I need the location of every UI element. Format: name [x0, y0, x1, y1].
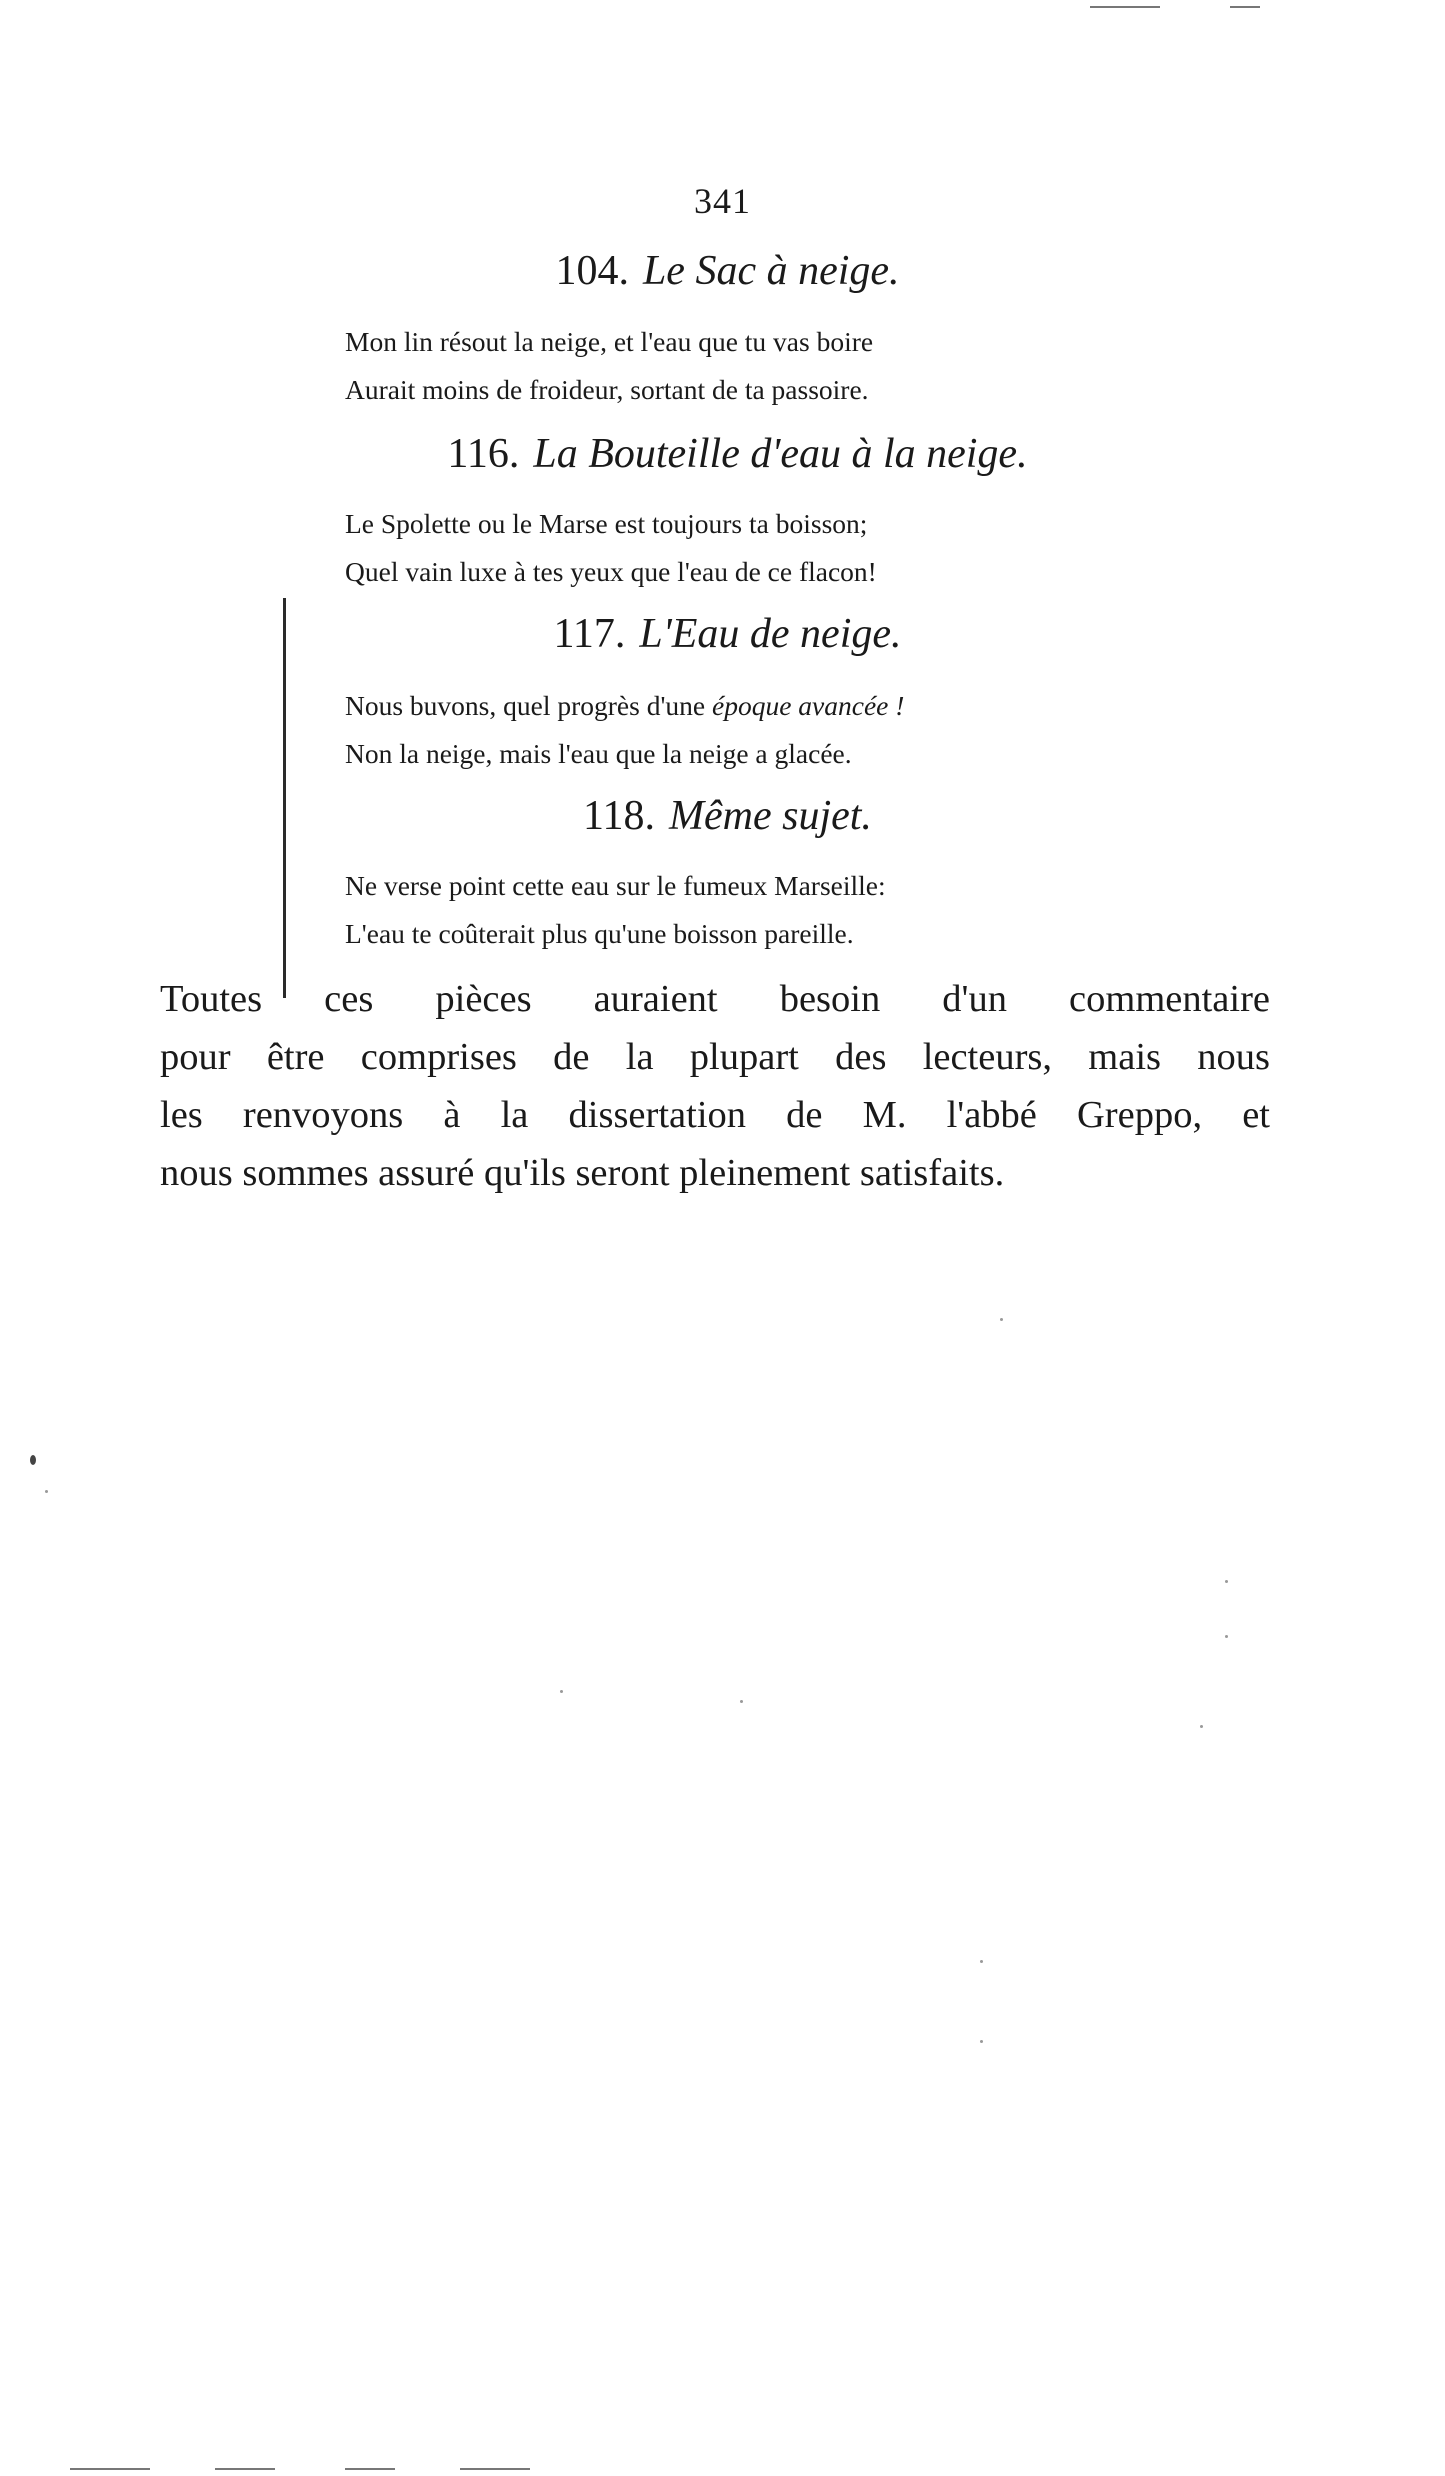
prose-line: pour être comprises de la plupart des lecteurs, mais nous [160, 1036, 1270, 1078]
scan-speck [1225, 1635, 1228, 1638]
page-number: 341 [694, 181, 751, 221]
prose-line: nous sommes assuré qu'ils seront pleinement satisfaits. [160, 1152, 1005, 1194]
verse-line: Quel vain luxe à tes yeux que l'eau de ce flacon! [345, 556, 877, 587]
prose-paragraph [160, 970, 1270, 1202]
scan-edge-mark [1090, 6, 1160, 8]
section-heading [0, 428, 1445, 480]
section-number: 104. [555, 248, 629, 294]
verse-line: Non la neige, mais l'eau que la neige a glacée. [345, 738, 852, 769]
section-number: 116. [447, 431, 520, 477]
section-heading [0, 608, 1445, 660]
section-title: Même sujet. [669, 793, 872, 839]
scan-speck [1225, 1580, 1228, 1583]
scan-speck [1000, 1318, 1003, 1321]
scan-speck [1200, 1725, 1203, 1728]
scan-speck [980, 2040, 983, 2043]
margin-bracket-line [283, 598, 286, 998]
verse-line: Le Spolette ou le Marse est toujours ta boisson; [345, 508, 868, 539]
verse-line: L'eau te coûterait plus qu'une boisson pareille. [345, 918, 854, 949]
section-117 [0, 608, 1445, 660]
verse-line [345, 682, 904, 730]
scan-speck [30, 1455, 36, 1465]
section-heading [0, 790, 1445, 842]
prose-line: les renvoyons à la dissertation de M. l'abbé Greppo, et [160, 1094, 1270, 1136]
verse-italic-phrase: époque avancée ! [712, 690, 905, 721]
section-118 [0, 790, 1445, 842]
scan-speck [980, 1960, 983, 1963]
section-number: 118. [583, 793, 655, 839]
section-title: Le Sac à neige. [642, 248, 900, 294]
scan-speck [740, 1700, 743, 1703]
verse-text: Nous buvons, quel progrès d'une [345, 690, 712, 721]
verse-line: Mon lin résout la neige, et l'eau que tu vas boire [345, 326, 874, 357]
section-heading [0, 245, 1445, 297]
prose-line: Toutes ces pièces auraient besoin d'un commentaire [160, 978, 1270, 1020]
section-number: 117. [553, 611, 626, 657]
section-116 [0, 428, 1445, 480]
scan-edge-mark [70, 2468, 150, 2470]
scan-edge-mark [1230, 6, 1260, 8]
scan-edge-mark [460, 2468, 530, 2470]
verse-line: Aurait moins de froideur, sortant de ta passoire. [345, 374, 869, 405]
verse-line: Ne verse point cette eau sur le fumeux Marseille: [345, 870, 886, 901]
scan-edge-mark [215, 2468, 275, 2470]
section-title: La Bouteille d'eau à la neige. [533, 431, 1028, 477]
section-title: L'Eau de neige. [639, 611, 902, 657]
scan-edge-mark [345, 2468, 395, 2470]
section-104 [0, 245, 1445, 297]
scan-speck [560, 1690, 563, 1693]
scan-speck [45, 1490, 48, 1493]
